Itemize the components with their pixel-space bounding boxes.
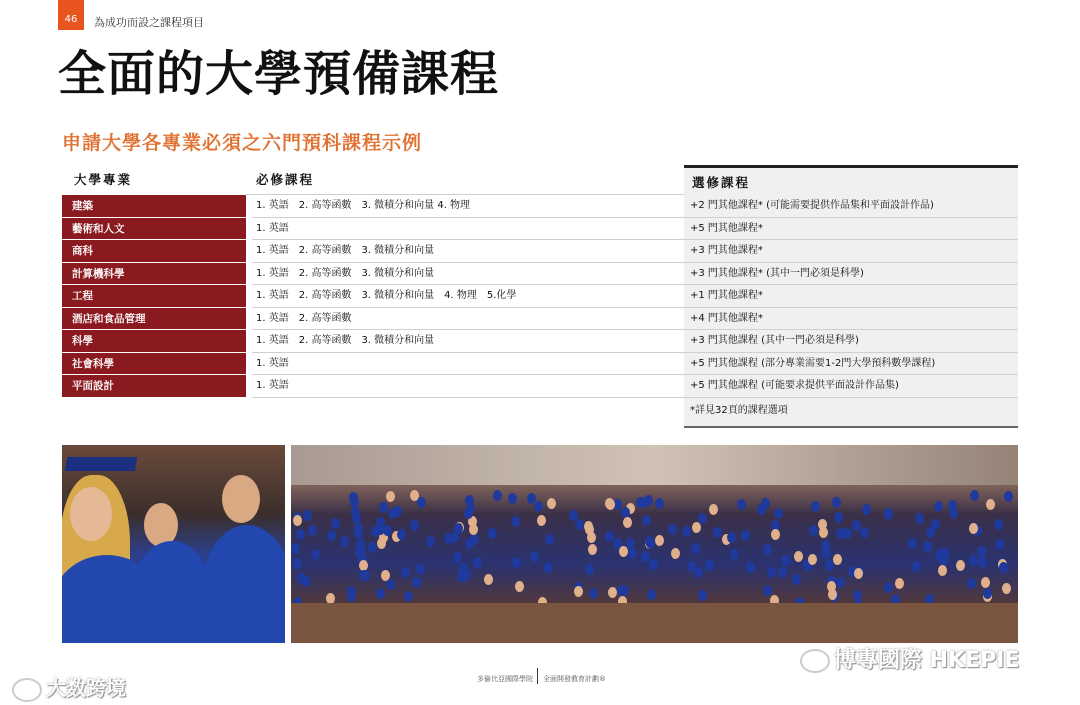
crowd-figure bbox=[978, 557, 987, 568]
course-table bbox=[62, 165, 1018, 425]
crowd-figure bbox=[994, 519, 1003, 530]
crowd-figure bbox=[412, 577, 421, 588]
required-cell: 1. 英語 bbox=[252, 218, 684, 241]
crowd-figure bbox=[809, 525, 818, 536]
crowd-figure bbox=[530, 551, 539, 562]
crowd-figure bbox=[709, 504, 718, 515]
crowd-figure bbox=[1004, 491, 1013, 502]
table-row bbox=[62, 285, 1018, 308]
crowd-figure bbox=[534, 501, 543, 512]
crowd-figure bbox=[473, 557, 482, 568]
crowd-figure bbox=[895, 578, 904, 589]
crowd-figure bbox=[935, 550, 944, 561]
crowd-figure bbox=[386, 579, 395, 590]
crowd-figure bbox=[767, 567, 776, 578]
crowd-figure bbox=[833, 554, 842, 565]
crowd-figure bbox=[792, 574, 801, 585]
crowd-figure bbox=[340, 536, 349, 547]
footer-divider bbox=[537, 668, 538, 684]
major-cell: 社會科學 bbox=[62, 353, 246, 376]
crowd-figure bbox=[682, 526, 691, 537]
crowd-figure bbox=[291, 543, 300, 554]
crowd-figure bbox=[426, 536, 435, 547]
crowd-figure bbox=[544, 562, 553, 573]
crowd-figure bbox=[884, 582, 893, 593]
crowd-figure bbox=[986, 499, 995, 510]
crowd-figure bbox=[605, 531, 614, 542]
crowd-figure bbox=[781, 555, 790, 566]
crowd-figure bbox=[741, 530, 750, 541]
crowd-figure bbox=[694, 567, 703, 578]
crowd-figure bbox=[361, 570, 370, 581]
crowd-figure bbox=[819, 527, 828, 538]
crowd-figure bbox=[757, 504, 766, 515]
gown bbox=[132, 541, 212, 643]
crowd-figure bbox=[705, 560, 714, 571]
face bbox=[70, 487, 112, 541]
elective-cell: +2 門其他課程* (可能需要提供作品集和平面設計作品) bbox=[684, 195, 1018, 218]
stage bbox=[291, 603, 1018, 643]
crowd-figure bbox=[763, 585, 772, 596]
ceiling bbox=[291, 445, 1018, 485]
crowd-figure bbox=[832, 497, 841, 508]
crowd-figure bbox=[713, 527, 722, 538]
gown bbox=[202, 525, 285, 643]
elective-cell: +4 門其他課程* bbox=[684, 308, 1018, 331]
watermark-logo-icon bbox=[12, 678, 42, 702]
watermark-left: 大数跨境 bbox=[12, 672, 126, 702]
crowd-figure bbox=[999, 562, 1008, 573]
crowd-figure bbox=[834, 512, 843, 523]
crowd-figure bbox=[537, 515, 546, 526]
crowd-figure bbox=[401, 567, 410, 578]
crowd-figure bbox=[828, 589, 837, 600]
required-cell: 1. 英語 2. 高等函數 3. 微積分和向量 bbox=[252, 330, 684, 353]
crowd-figure bbox=[545, 534, 554, 545]
crowd-figure bbox=[727, 532, 736, 543]
page-number: 46 bbox=[58, 0, 84, 30]
crowd-figure bbox=[692, 522, 701, 533]
crowd-figure bbox=[854, 568, 863, 579]
crowd-figure bbox=[647, 589, 656, 600]
elective-cell: +3 門其他課程* bbox=[684, 240, 1018, 263]
crowd-figure bbox=[794, 551, 803, 562]
crowd-figure bbox=[354, 528, 363, 539]
crowd-figure bbox=[642, 515, 651, 526]
crowd-figure bbox=[589, 588, 598, 599]
crowd-figure bbox=[983, 588, 992, 599]
crowd-figure bbox=[512, 557, 521, 568]
crowd-figure bbox=[628, 548, 637, 559]
crowd-figure bbox=[511, 516, 520, 527]
crowd-figure bbox=[956, 560, 965, 571]
crowd-figure bbox=[376, 524, 385, 535]
crowd-figure bbox=[967, 578, 976, 589]
watermark-right: 博專國際 HKEPIE bbox=[800, 643, 1020, 674]
crowd-figure bbox=[763, 544, 772, 555]
crowd-figure bbox=[649, 559, 658, 570]
required-cell: 1. 英語 bbox=[252, 375, 684, 398]
crowd-figure bbox=[811, 501, 820, 512]
crowd-figure bbox=[464, 508, 473, 519]
crowd-figure bbox=[303, 510, 312, 521]
crowd-figure bbox=[926, 527, 935, 538]
graduation-cap bbox=[65, 457, 137, 471]
elective-cell: +5 門其他課程* bbox=[684, 218, 1018, 241]
crowd-figure bbox=[508, 493, 517, 504]
crowd-figure bbox=[308, 525, 317, 536]
crowd-figure bbox=[393, 506, 402, 517]
crowd-figure bbox=[311, 549, 320, 560]
crowd-figure bbox=[646, 538, 655, 549]
elective-cell: +5 門其他課程 (可能要求提供平面設計作品集) bbox=[684, 375, 1018, 398]
crowd-figure bbox=[912, 561, 921, 572]
crowd-figure bbox=[808, 554, 817, 565]
elective-cell: +1 門其他課程* bbox=[684, 285, 1018, 308]
crowd-figure bbox=[605, 498, 614, 509]
crowd-figure bbox=[547, 498, 556, 509]
header-major: 大學專業 bbox=[74, 172, 133, 187]
crowd-figure bbox=[969, 555, 978, 566]
crowd-figure bbox=[908, 538, 917, 549]
table-row bbox=[62, 375, 1018, 398]
graduates-photo bbox=[62, 445, 285, 643]
page-title: 全面的大學預備課程 bbox=[58, 46, 500, 102]
crowd-figure bbox=[970, 490, 979, 501]
crowd-figure bbox=[977, 546, 986, 557]
crowd-figure bbox=[575, 519, 584, 530]
crowd-figure bbox=[386, 491, 395, 502]
crowd-figure bbox=[822, 548, 831, 559]
elective-cell: +5 門其他課程 (部分專業需要1-2門大學預科數學課程) bbox=[684, 353, 1018, 376]
crowd-figure bbox=[934, 501, 943, 512]
crowd-figure bbox=[410, 520, 419, 531]
table-row bbox=[62, 263, 1018, 286]
face bbox=[222, 475, 260, 523]
crowd-figure bbox=[730, 549, 739, 560]
ceremony-photo bbox=[291, 445, 1018, 643]
crowd-figure bbox=[462, 569, 471, 580]
crowd-figure bbox=[778, 567, 787, 578]
major-cell: 建築 bbox=[62, 195, 246, 218]
crowd-figure bbox=[915, 513, 924, 524]
major-cell: 計算機科學 bbox=[62, 263, 246, 286]
crowd-figure bbox=[836, 528, 845, 539]
crowd-figure bbox=[587, 532, 596, 543]
crowd-figure bbox=[969, 523, 978, 534]
crowd-figure bbox=[397, 529, 406, 540]
crowd-figure bbox=[302, 576, 311, 587]
crowd-figure bbox=[293, 515, 302, 526]
crowd-figure bbox=[620, 585, 629, 596]
footnote: *詳見32頁的課程選項 bbox=[690, 405, 788, 416]
crowd-figure bbox=[404, 591, 413, 602]
crowd-figure bbox=[771, 529, 780, 540]
crowd-figure bbox=[296, 529, 305, 540]
crowd-figure bbox=[862, 504, 871, 515]
crowd-figure bbox=[327, 530, 336, 541]
crowd-figure bbox=[515, 581, 524, 592]
elective-cell: +3 門其他課程 (其中一門必須是科學) bbox=[684, 330, 1018, 353]
crowd-figure bbox=[852, 520, 861, 531]
crowd-figure bbox=[949, 508, 958, 519]
crowd-figure bbox=[588, 544, 597, 555]
crowd-figure bbox=[493, 490, 502, 501]
crowd-figure bbox=[293, 558, 302, 569]
major-cell: 平面設計 bbox=[62, 375, 246, 398]
major-cell: 藝術和人文 bbox=[62, 218, 246, 241]
major-cell: 商科 bbox=[62, 240, 246, 263]
crowd-figure bbox=[655, 535, 664, 546]
crowd-figure bbox=[470, 534, 479, 545]
header-required: 必修課程 bbox=[256, 172, 315, 187]
crowd-figure bbox=[417, 497, 426, 508]
table-row bbox=[62, 218, 1018, 241]
major-cell: 科學 bbox=[62, 330, 246, 353]
crowd-figure bbox=[488, 528, 497, 539]
footer-right: 全面開發教育計劃® bbox=[543, 675, 606, 683]
required-cell: 1. 英語 2. 高等函數 3. 微積分和向量 bbox=[252, 263, 684, 286]
crowd-figure bbox=[938, 565, 947, 576]
crowd-figure bbox=[668, 524, 677, 535]
crowd-figure bbox=[671, 548, 680, 559]
major-cell: 酒店和食品管理 bbox=[62, 308, 246, 331]
crowd-figure bbox=[981, 577, 990, 588]
crowd-figure bbox=[368, 542, 377, 553]
major-cell: 工程 bbox=[62, 285, 246, 308]
crowd-figure bbox=[860, 527, 869, 538]
crowd-figure bbox=[774, 508, 783, 519]
crowd-figure bbox=[746, 562, 755, 573]
table-row bbox=[62, 195, 1018, 218]
crowd-figure bbox=[585, 564, 594, 575]
crowd-figure bbox=[416, 564, 425, 575]
crowd-figure bbox=[484, 574, 493, 585]
crowd-figure bbox=[469, 524, 478, 535]
crowd-figure bbox=[836, 577, 845, 588]
crowd-figure bbox=[331, 518, 340, 529]
required-cell: 1. 英語 bbox=[252, 353, 684, 376]
elective-cell: +3 門其他課程* (其中一門必須是科學) bbox=[684, 263, 1018, 286]
crowd-figure bbox=[698, 590, 707, 601]
table-row bbox=[62, 330, 1018, 353]
crowd-figure bbox=[623, 517, 632, 528]
crowd-figure bbox=[691, 543, 700, 554]
crowd-figure bbox=[376, 588, 385, 599]
crowd-figure bbox=[636, 497, 645, 508]
crowd-figure bbox=[379, 502, 388, 513]
header-elective: 選修課程 bbox=[692, 175, 751, 190]
table-subtitle: 申請大學各專業必須之六門預科課程示例 bbox=[62, 132, 423, 154]
table-row bbox=[62, 353, 1018, 376]
crowd-figure bbox=[347, 591, 356, 602]
crowd-figure bbox=[641, 551, 650, 562]
required-cell: 1. 英語 2. 高等函數 bbox=[252, 308, 684, 331]
table-row bbox=[62, 308, 1018, 331]
wechat-icon bbox=[800, 649, 830, 673]
table-row bbox=[62, 240, 1018, 263]
crowd-figure bbox=[608, 587, 617, 598]
crowd-figure bbox=[884, 509, 893, 520]
crowd-figure bbox=[453, 552, 462, 563]
required-cell: 1. 英語 2. 高等函數 3. 微積分和向量 4. 物理 5.化學 bbox=[252, 285, 684, 308]
crowd-figure bbox=[574, 586, 583, 597]
crowd-figure bbox=[995, 539, 1004, 550]
crowd-figure bbox=[1002, 583, 1011, 594]
required-cell: 1. 英語 2. 高等函數 3. 微積分和向量 4. 物理 bbox=[252, 195, 684, 218]
crowd-figure bbox=[737, 499, 746, 510]
crowd-figure bbox=[454, 523, 463, 534]
crowd-figure bbox=[655, 498, 664, 509]
crowd-figure bbox=[923, 541, 932, 552]
section-name: 為成功而設之課程項目 bbox=[94, 16, 204, 29]
required-cell: 1. 英語 2. 高等函數 3. 微積分和向量 bbox=[252, 240, 684, 263]
footer-left: 多倫比亞國際學院 bbox=[477, 675, 533, 683]
